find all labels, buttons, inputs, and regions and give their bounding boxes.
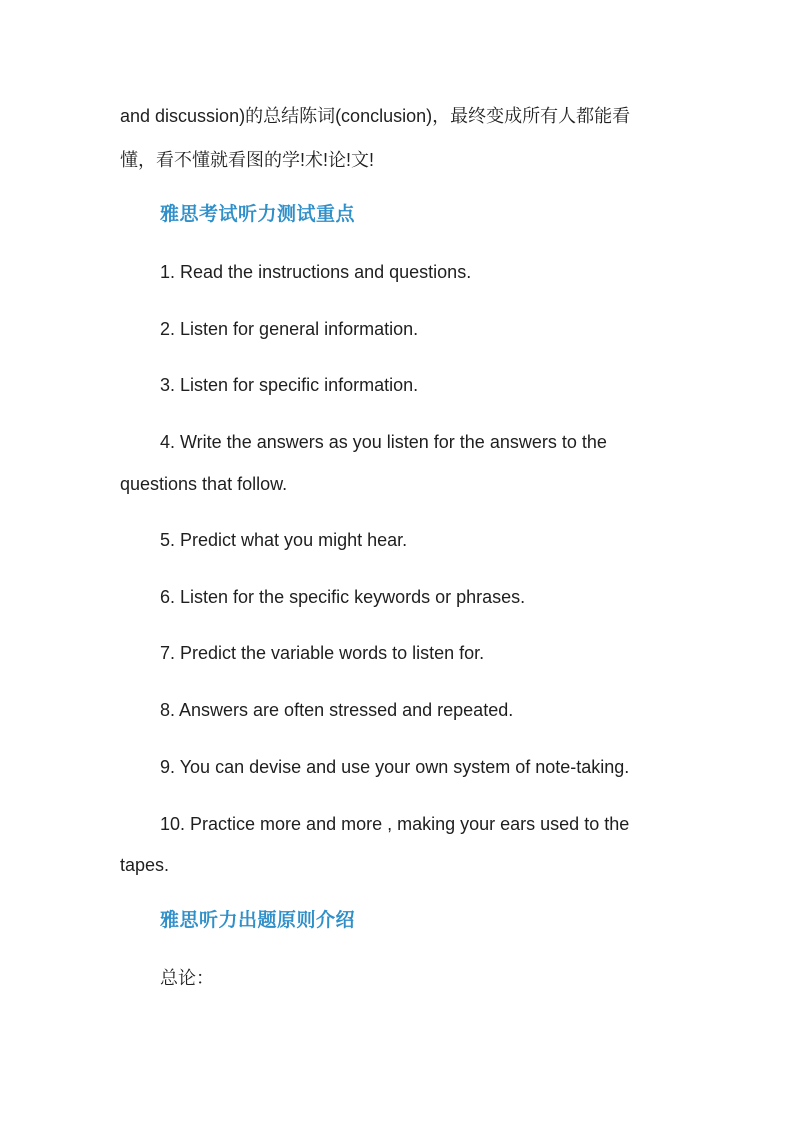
intro-text-line-2: 懂，看不懂就看图的学!术!论!文! [120, 150, 375, 170]
section-heading-question-principles: 雅思听力出题原则介绍 [160, 910, 356, 931]
section-subheading-overview: 总论： [160, 968, 214, 988]
list-item: 4. Write the answers as you listen for the answers to the [160, 432, 607, 452]
list-item-continuation: questions that follow. [120, 474, 288, 494]
list-item: 6. Listen for the specific keywords or phrases. [160, 587, 526, 607]
list-item: 3. Listen for specific information. [160, 375, 419, 395]
list-item-continuation: tapes. [120, 855, 170, 875]
section-heading-listening-focus: 雅思考试听力测试重点 [160, 204, 356, 225]
list-item: 1. Read the instructions and questions. [160, 262, 472, 282]
list-item: 10. Practice more and more , making your ears used to the [160, 814, 630, 834]
list-item: 9. You can devise and use your own system of note-taking. [160, 757, 630, 777]
list-item: 5. Predict what you might hear. [160, 530, 408, 550]
list-item: 2. Listen for general information. [160, 319, 419, 339]
list-item: 8. Answers are often stressed and repeated. [160, 700, 514, 720]
list-item: 7. Predict the variable words to listen for. [160, 643, 485, 663]
intro-text-line-1: and discussion)的总结陈词(conclusion)，最终变成所有人都能看 [120, 106, 631, 126]
